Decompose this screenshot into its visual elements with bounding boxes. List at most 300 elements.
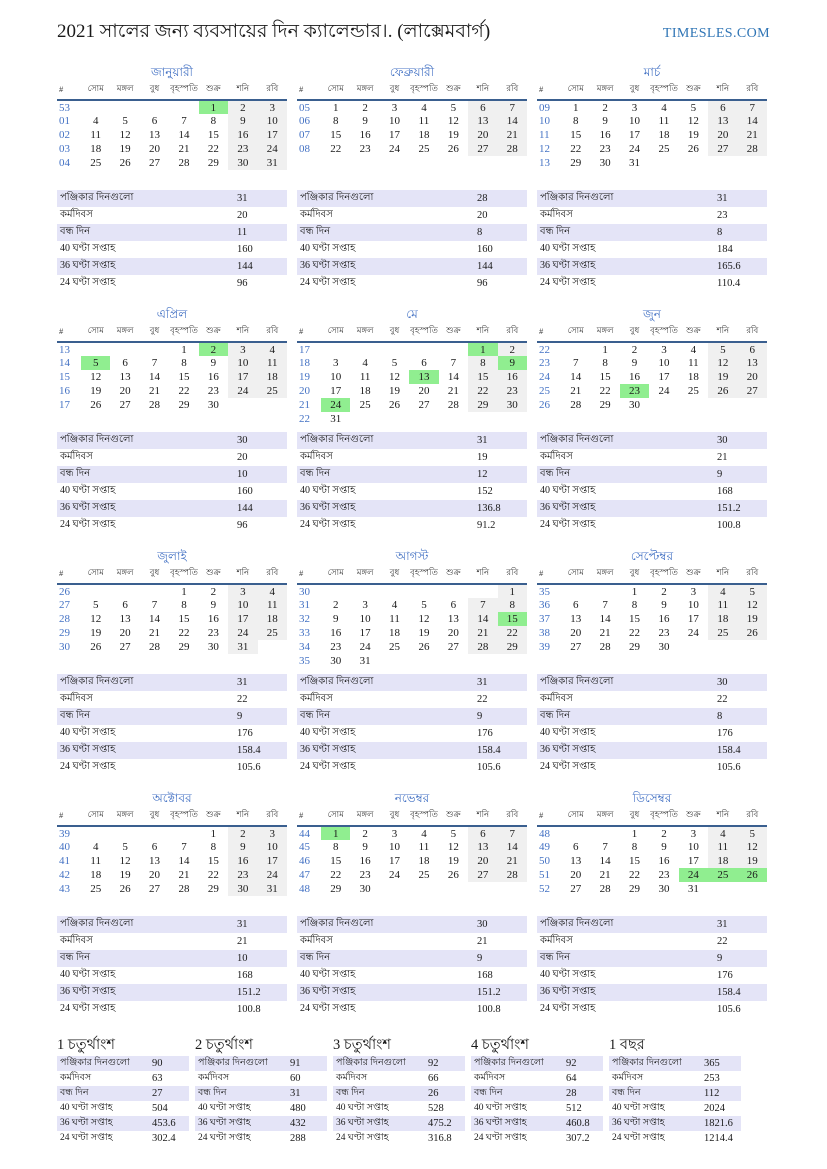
day-cell <box>708 882 737 896</box>
week-number: 46 <box>299 855 310 867</box>
day-cell: 2 <box>210 585 217 598</box>
week-col-header: # <box>537 564 561 584</box>
month-stats-table <box>537 674 767 776</box>
day-cell: 11 <box>418 115 430 127</box>
day-cell: 20 <box>418 385 430 397</box>
stat-row <box>297 691 527 708</box>
stat-label: 36 ঘণ্টা সপ্তাহ <box>540 502 596 513</box>
stat-value: 176 <box>237 728 253 739</box>
stat-label: বন্ধ দিন <box>540 952 571 963</box>
day-cell: 10 <box>658 357 670 369</box>
stat-row <box>297 466 527 483</box>
day-cell: 14 <box>498 114 527 128</box>
day-cell: 3 <box>391 101 398 114</box>
weekday-header: রবি <box>738 322 767 342</box>
stat-label: কর্মদিবস <box>336 1073 368 1083</box>
day-cell: 12 <box>738 598 767 612</box>
stat-label: 40 ঘণ্টা সপ্তাহ <box>540 727 596 738</box>
day-cell: 28 <box>149 399 161 411</box>
day-cell: 6 <box>572 599 579 611</box>
week-number: 15 <box>59 371 70 383</box>
summary-row <box>57 1034 770 1146</box>
day-cell: 9 <box>631 357 638 369</box>
weekday-header-row <box>297 322 527 342</box>
day-cell: 12 <box>708 356 737 370</box>
stat-row <box>297 483 527 500</box>
stat-row <box>57 967 287 984</box>
stat-value: 176 <box>477 728 493 739</box>
day-cell <box>738 640 767 654</box>
month-calendar <box>57 564 287 654</box>
day-cell: 25 <box>418 869 430 881</box>
stat-row <box>297 984 527 1001</box>
weekday-header: বৃহস্পতি <box>649 80 678 100</box>
stat-row <box>609 1071 741 1086</box>
day-cell: 22 <box>599 385 611 397</box>
stat-row <box>297 241 527 258</box>
day-cell: 30 <box>330 655 342 667</box>
stat-label: বন্ধ দিন <box>612 1088 641 1098</box>
stat-row <box>297 207 527 224</box>
day-cell: 17 <box>389 129 401 141</box>
weekday-header: বুধ <box>620 806 649 826</box>
stat-label: 36 ঘণ্টা সপ্তাহ <box>612 1118 665 1128</box>
day-cell: 24 <box>658 385 670 397</box>
stat-row <box>57 674 287 691</box>
day-cell: 5 <box>391 357 398 369</box>
stat-value: 151.2 <box>237 987 261 998</box>
day-cell: 3 <box>258 826 287 840</box>
month-calendar <box>297 80 527 156</box>
stat-label: 36 ঘণ্টা সপ্তাহ <box>540 744 596 755</box>
month-block <box>297 786 527 1018</box>
day-cell: 28 <box>570 399 582 411</box>
stat-row <box>297 517 527 534</box>
stat-label: বন্ধ দিন <box>336 1088 365 1098</box>
site-link[interactable]: TIMESLES.COM <box>662 26 770 41</box>
day-cell <box>738 882 767 896</box>
day-cell: 16 <box>498 370 527 384</box>
month-block <box>297 544 527 776</box>
day-cell: 16 <box>629 371 641 383</box>
day-cell: 25 <box>90 157 102 169</box>
day-cell <box>110 826 139 840</box>
day-cell <box>110 100 139 114</box>
stat-label: কর্মদিবস <box>540 693 573 704</box>
stat-value: 28 <box>566 1088 577 1099</box>
stat-label: বন্ধ দিন <box>300 226 331 237</box>
day-cell: 20 <box>468 128 497 142</box>
day-cell <box>468 412 497 426</box>
day-cell: 11 <box>658 115 670 127</box>
week-number: 09 <box>539 101 550 114</box>
day-cell: 22 <box>468 384 497 398</box>
stat-label: 40 ঘণ্টা সপ্তাহ <box>300 727 356 738</box>
stat-row <box>537 984 767 1001</box>
day-cell: 4 <box>362 357 368 369</box>
weekday-header: বৃহস্পতি <box>169 80 198 100</box>
day-cell <box>708 640 737 654</box>
day-cell: 20 <box>119 627 131 639</box>
weekday-header: বৃহস্পতি <box>409 80 438 100</box>
week-row <box>57 114 287 128</box>
weekday-header: বৃহস্পতি <box>409 806 438 826</box>
summary-stats-table <box>333 1056 465 1146</box>
week-row <box>537 868 767 882</box>
weekday-header: রবি <box>258 322 287 342</box>
calendar-area <box>57 544 287 672</box>
stat-row <box>537 967 767 984</box>
month-block <box>537 786 767 1018</box>
day-cell: 12 <box>447 115 459 127</box>
day-cell: 21 <box>570 385 582 397</box>
weekday-header: সোম <box>321 564 350 584</box>
day-cell: 29 <box>178 641 190 653</box>
month-block <box>297 302 527 534</box>
stat-label: 24 ঘণ্টা সপ্তাহ <box>300 1003 356 1014</box>
stat-row <box>57 1001 287 1018</box>
day-cell <box>679 398 708 412</box>
day-cell: 31 <box>258 156 287 170</box>
stat-label: 36 ঘণ্টা সপ্তাহ <box>60 986 116 997</box>
day-cell: 29 <box>629 883 641 895</box>
day-cell: 11 <box>708 840 737 854</box>
week-number: 32 <box>299 613 310 625</box>
day-cell: 26 <box>119 883 131 895</box>
day-cell <box>708 156 737 170</box>
day-cell <box>258 398 287 412</box>
stat-value: 302.4 <box>152 1133 176 1144</box>
stat-value: 30 <box>717 435 728 446</box>
day-cell: 17 <box>629 129 641 141</box>
month-calendar <box>297 322 527 426</box>
week-row <box>57 854 287 868</box>
week-row <box>537 384 767 398</box>
stat-row <box>57 691 287 708</box>
day-cell: 3 <box>332 357 339 369</box>
day-cell: 5 <box>690 101 697 114</box>
stat-label: 36 ঘণ্টা সপ্তাহ <box>474 1118 527 1128</box>
day-cell: 1 <box>332 101 339 114</box>
stat-row <box>609 1131 741 1146</box>
day-cell: 7 <box>602 599 608 611</box>
week-number: 17 <box>299 343 310 356</box>
week-row <box>537 640 767 654</box>
week-col-header: # <box>297 806 321 826</box>
stat-value: 9 <box>717 469 723 480</box>
day-cell: 24 <box>389 869 401 881</box>
stat-row <box>537 759 767 776</box>
day-cell: 30 <box>228 156 257 170</box>
day-cell: 8 <box>210 115 217 127</box>
week-number: 02 <box>59 129 70 141</box>
weekday-header: বুধ <box>380 80 409 100</box>
day-cell: 3 <box>690 585 697 598</box>
holiday-day-cell: 23 <box>620 384 649 398</box>
month-stats-table <box>57 190 287 292</box>
stat-value: 22 <box>237 694 248 705</box>
stat-value: 165.6 <box>717 261 741 272</box>
weekday-header: মঙ্গল <box>110 322 139 342</box>
day-cell: 1 <box>602 343 608 356</box>
stat-label: বন্ধ দিন <box>300 710 331 721</box>
week-row <box>57 128 287 142</box>
week-row <box>537 370 767 384</box>
stat-value: 176 <box>717 970 733 981</box>
day-cell: 5 <box>450 827 457 840</box>
month-block <box>537 544 767 776</box>
day-cell: 26 <box>447 143 459 155</box>
day-cell: 4 <box>708 584 737 598</box>
stat-value: 158.4 <box>477 745 501 756</box>
weekday-header: রবি <box>498 322 527 342</box>
stat-label: বন্ধ দিন <box>60 710 91 721</box>
week-row <box>57 640 287 654</box>
holiday-day-cell: 1 <box>321 826 350 840</box>
day-cell: 26 <box>738 626 767 640</box>
stat-label: 40 ঘণ্টা সপ্তাহ <box>60 1103 113 1113</box>
week-row <box>57 826 287 840</box>
weekday-header-row <box>297 564 527 584</box>
day-cell: 3 <box>631 101 638 114</box>
stat-label: 24 ঘণ্টা সপ্তাহ <box>612 1133 665 1143</box>
stat-row <box>57 258 287 275</box>
week-number: 13 <box>539 157 550 169</box>
stat-label: বন্ধ দিন <box>60 226 91 237</box>
day-cell: 23 <box>207 627 219 639</box>
week-number: 49 <box>539 841 550 853</box>
stat-value: 160 <box>237 486 253 497</box>
day-cell <box>350 412 379 426</box>
day-cell: 19 <box>389 385 401 397</box>
weekday-header: শুক্র <box>439 806 468 826</box>
week-row <box>57 100 287 114</box>
weekday-header: সোম <box>321 80 350 100</box>
day-cell: 28 <box>149 641 161 653</box>
week-number: 40 <box>59 841 70 853</box>
stat-label: পঞ্জিকার দিনগুলো <box>336 1058 406 1068</box>
stat-label: 36 ঘণ্টা সপ্তাহ <box>300 260 356 271</box>
week-row <box>297 128 527 142</box>
day-cell: 1 <box>572 101 579 114</box>
day-cell: 14 <box>149 371 161 383</box>
day-cell: 30 <box>207 641 219 653</box>
stat-value: 307.2 <box>566 1133 590 1144</box>
week-row <box>297 114 527 128</box>
day-cell: 17 <box>228 370 257 384</box>
day-cell: 27 <box>468 142 497 156</box>
summary-stats-table <box>195 1056 327 1146</box>
stat-value: 8 <box>717 711 723 722</box>
weekday-header: শনি <box>708 564 737 584</box>
week-row <box>537 584 767 598</box>
day-cell: 10 <box>629 115 641 127</box>
week-col-header: # <box>297 80 321 100</box>
week-row <box>297 654 527 668</box>
day-cell: 23 <box>330 641 342 653</box>
day-cell: 31 <box>687 883 699 895</box>
day-cell <box>590 584 619 598</box>
stat-value: 31 <box>477 677 488 688</box>
day-cell: 31 <box>359 655 371 667</box>
day-cell: 5 <box>421 599 427 611</box>
week-col-header: # <box>537 322 561 342</box>
stat-value: 158.4 <box>237 745 261 756</box>
day-cell: 13 <box>708 114 737 128</box>
day-cell: 18 <box>658 129 670 141</box>
holiday-day-cell: 9 <box>498 356 527 370</box>
stat-value: 21 <box>717 452 728 463</box>
day-cell: 3 <box>661 343 667 356</box>
day-cell: 21 <box>498 854 527 868</box>
stat-label: 24 ঘণ্টা সপ্তাহ <box>540 761 596 772</box>
stat-label: 24 ঘণ্টা সপ্তাহ <box>540 1003 596 1014</box>
month-title: নভেম্বর <box>394 791 430 805</box>
day-cell: 15 <box>178 371 190 383</box>
day-cell: 27 <box>570 641 582 653</box>
week-row <box>297 598 527 612</box>
month-calendar <box>537 80 767 170</box>
day-cell: 8 <box>181 357 187 369</box>
weekday-header: বুধ <box>380 322 409 342</box>
weekday-header: শুক্র <box>679 80 708 100</box>
weekday-header: রবি <box>498 806 527 826</box>
day-cell: 13 <box>468 114 497 128</box>
month-title: অক্টোবর <box>152 791 192 805</box>
weekday-header: রবি <box>258 80 287 100</box>
day-cell: 10 <box>258 840 287 854</box>
stat-value: 1821.6 <box>704 1118 733 1129</box>
weekday-header: শুক্র <box>679 806 708 826</box>
week-number: 10 <box>539 115 550 127</box>
day-cell: 10 <box>258 114 287 128</box>
day-cell: 3 <box>228 584 257 598</box>
day-cell: 7 <box>498 826 527 840</box>
week-number: 48 <box>299 883 310 895</box>
day-cell: 16 <box>359 129 371 141</box>
stat-value: 100.8 <box>717 520 741 531</box>
stat-row <box>57 725 287 742</box>
stat-row <box>537 517 767 534</box>
week-row <box>57 584 287 598</box>
day-cell: 25 <box>418 143 430 155</box>
week-number: 39 <box>539 641 550 653</box>
stat-label: 24 ঘণ্টা সপ্তাহ <box>60 1133 113 1143</box>
day-cell: 21 <box>178 869 190 881</box>
week-row <box>57 398 287 412</box>
day-cell <box>738 156 767 170</box>
weekday-header: শনি <box>468 322 497 342</box>
weekday-header: শনি <box>228 322 257 342</box>
stat-label: 36 ঘণ্টা সপ্তাহ <box>60 744 116 755</box>
day-cell: 26 <box>90 641 102 653</box>
stat-value: 8 <box>717 227 723 238</box>
week-row <box>57 384 287 398</box>
day-cell: 11 <box>359 371 371 383</box>
day-cell: 14 <box>468 612 497 626</box>
calendar-area <box>537 302 767 430</box>
stat-value: 96 <box>237 520 248 531</box>
weekday-header: শনি <box>468 564 497 584</box>
week-row <box>297 100 527 114</box>
stat-row <box>297 759 527 776</box>
day-cell: 16 <box>330 627 342 639</box>
week-number: 31 <box>299 599 310 611</box>
week-number: 13 <box>59 343 70 356</box>
week-row <box>537 156 767 170</box>
day-cell: 23 <box>658 869 670 881</box>
stat-value: 160 <box>477 244 493 255</box>
stat-label: 36 ঘণ্টা সপ্তাহ <box>336 1118 389 1128</box>
week-number: 01 <box>59 115 70 127</box>
day-cell: 5 <box>738 584 767 598</box>
day-cell <box>140 826 169 840</box>
day-cell: 24 <box>258 142 287 156</box>
day-cell: 30 <box>228 882 257 896</box>
day-cell <box>468 584 497 598</box>
day-cell: 4 <box>421 827 427 840</box>
day-cell: 26 <box>447 869 459 881</box>
day-cell: 6 <box>468 826 497 840</box>
weekday-header-row <box>537 322 767 342</box>
week-row <box>57 356 287 370</box>
day-cell: 8 <box>332 115 339 127</box>
day-cell <box>81 584 110 598</box>
stat-value: 20 <box>477 210 488 221</box>
day-cell: 30 <box>658 641 670 653</box>
month-block <box>57 786 287 1018</box>
week-number: 16 <box>59 385 70 397</box>
week-number: 35 <box>539 585 550 598</box>
month-stats-table <box>537 190 767 292</box>
stat-row <box>537 466 767 483</box>
stat-label: কর্মদিবস <box>474 1073 506 1083</box>
day-cell: 28 <box>178 157 190 169</box>
stat-label: কর্মদিবস <box>60 209 93 220</box>
week-number: 39 <box>59 827 70 840</box>
stat-value: 9 <box>477 953 483 964</box>
day-cell: 7 <box>181 115 187 127</box>
stat-label: 40 ঘণ্টা সপ্তাহ <box>612 1103 665 1113</box>
stat-value: 475.2 <box>428 1118 452 1129</box>
day-cell <box>169 826 198 840</box>
calendar-area <box>537 60 767 188</box>
stat-row <box>537 449 767 466</box>
day-cell: 20 <box>149 143 161 155</box>
week-row <box>537 854 767 868</box>
day-cell: 26 <box>389 399 401 411</box>
day-cell: 9 <box>661 599 667 611</box>
day-cell: 2 <box>631 343 638 356</box>
day-cell: 25 <box>258 626 287 640</box>
week-number: 36 <box>539 599 550 611</box>
day-cell: 22 <box>330 143 342 155</box>
stat-value: 96 <box>477 278 488 289</box>
day-cell: 26 <box>90 399 102 411</box>
day-cell <box>468 882 497 896</box>
stat-label: 40 ঘণ্টা সপ্তাহ <box>60 969 116 980</box>
stat-value: 152 <box>477 486 493 497</box>
day-cell <box>439 342 468 356</box>
day-cell: 2 <box>332 599 339 611</box>
day-cell <box>439 584 468 598</box>
day-cell: 26 <box>418 641 430 653</box>
day-cell: 23 <box>359 869 371 881</box>
day-cell: 14 <box>178 129 190 141</box>
stat-label: পঞ্জিকার দিনগুলো <box>60 676 134 687</box>
day-cell: 3 <box>690 827 697 840</box>
stat-value: 453.6 <box>152 1118 176 1129</box>
